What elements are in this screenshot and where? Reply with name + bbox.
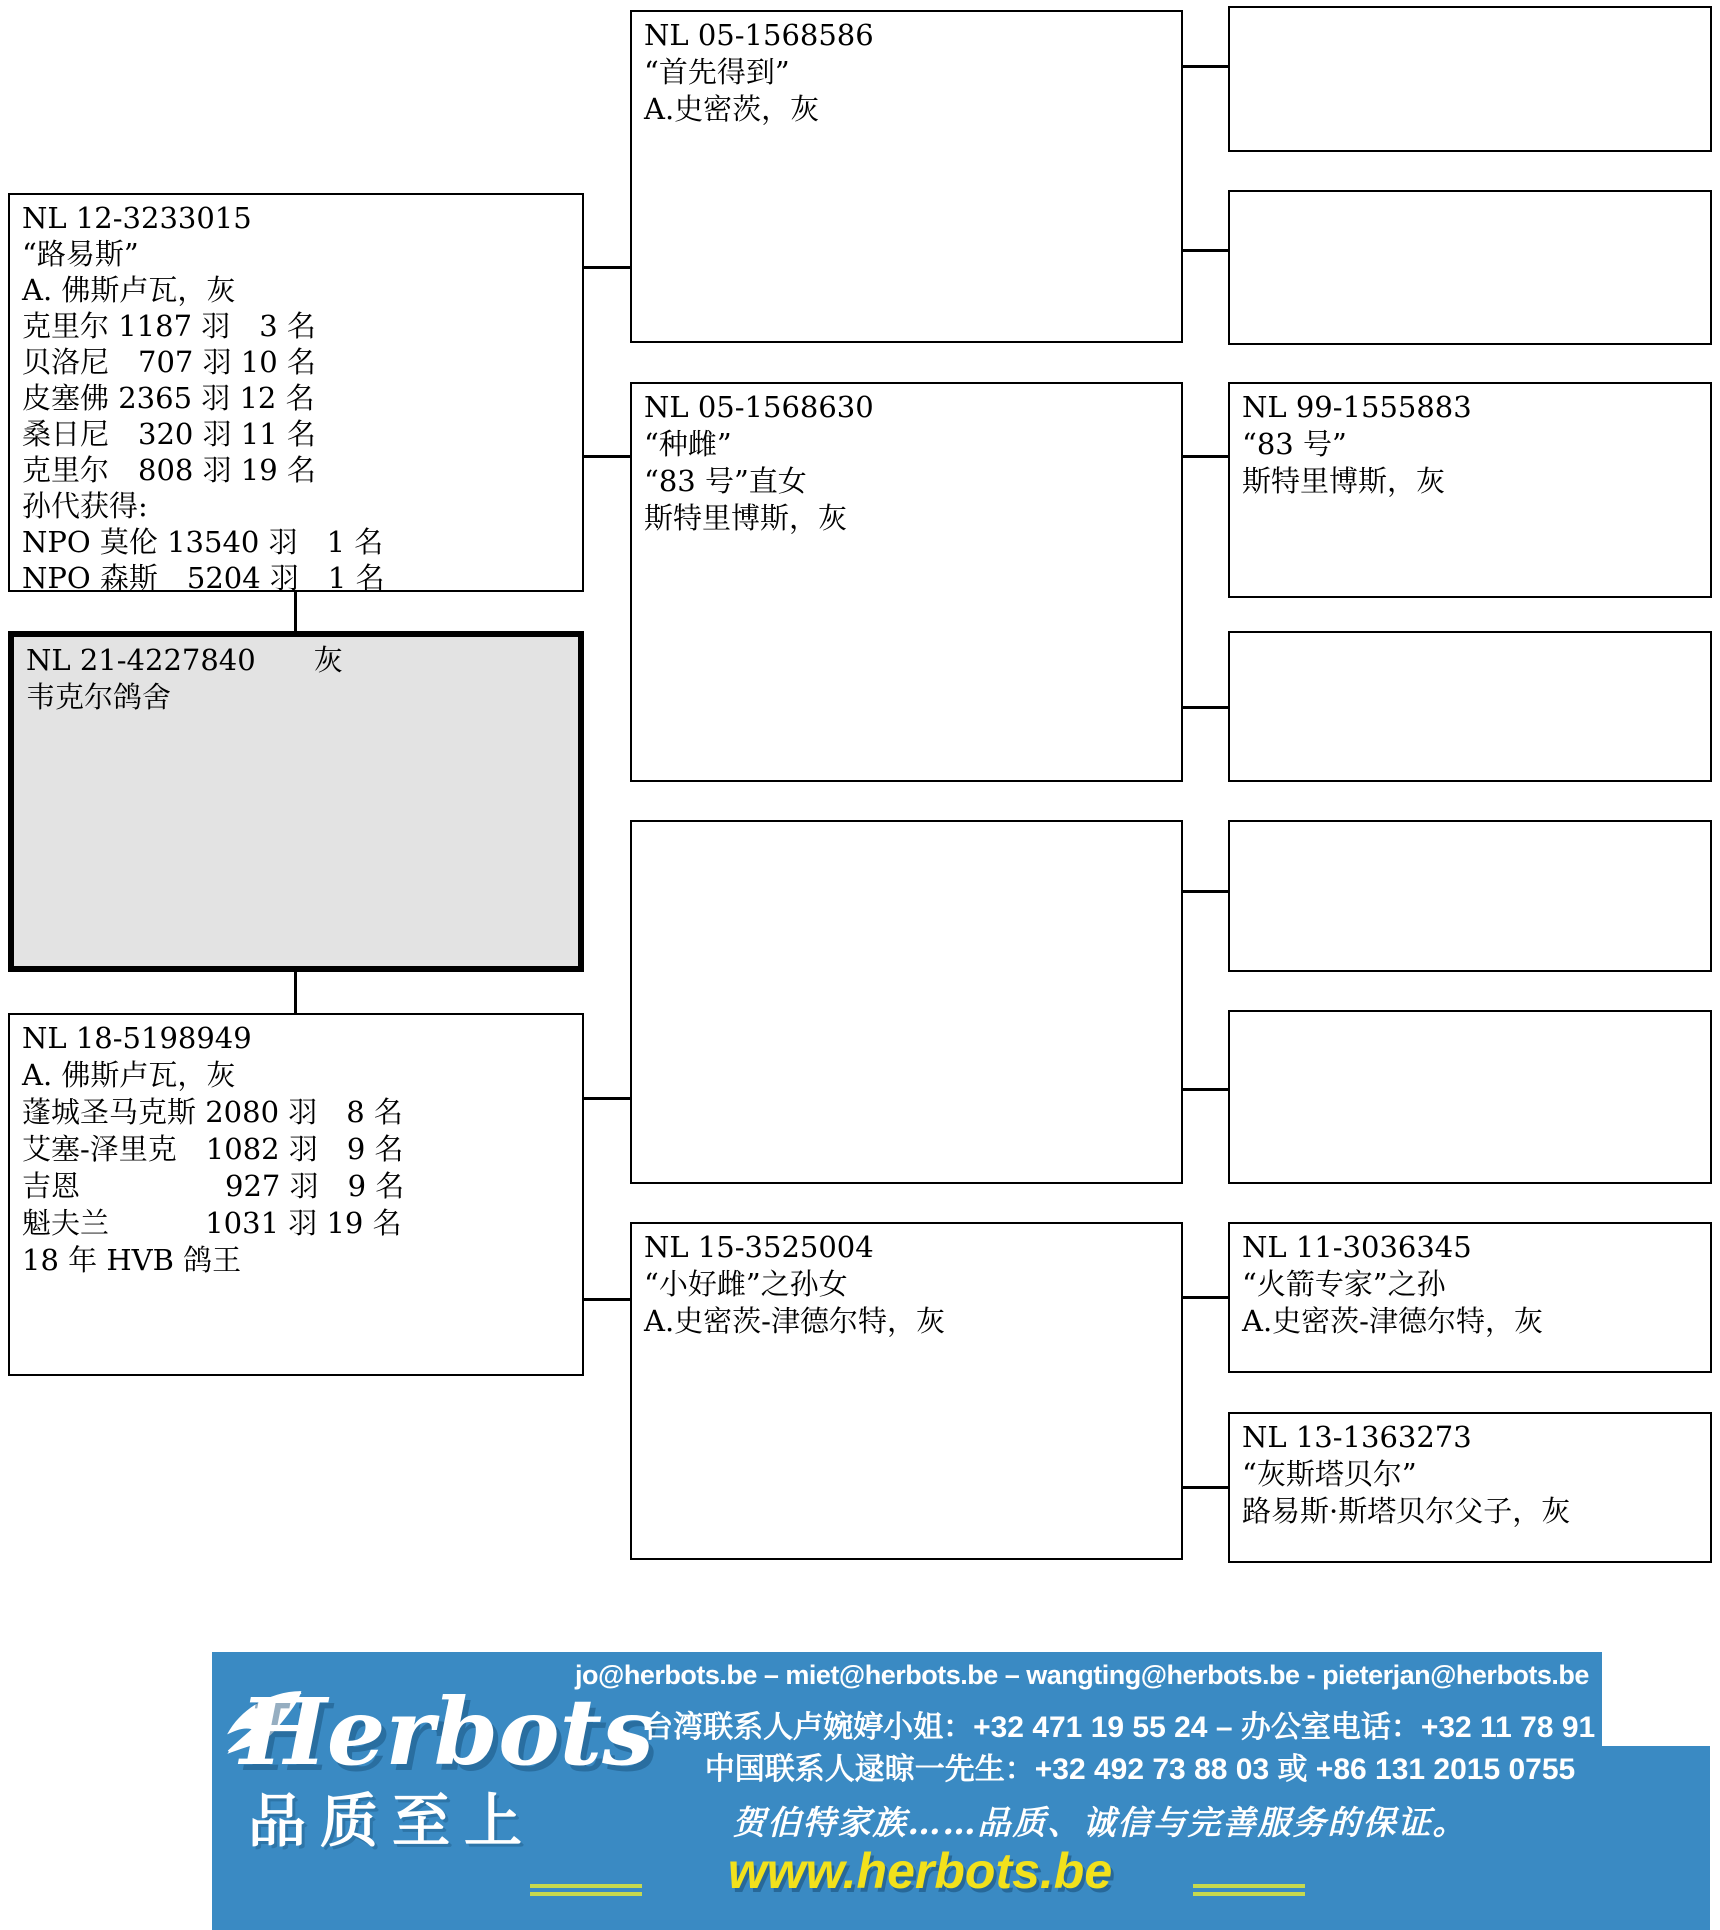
- text-line: 贝洛尼 707 羽 10 名: [22, 345, 316, 379]
- text-line: NL 15-3525004: [644, 1230, 874, 1264]
- connector-father-pgm: [584, 455, 630, 458]
- text-line: 皮塞佛 2365 羽 12 名: [22, 381, 315, 415]
- text-line: 克里尔 1187 羽 3 名: [22, 309, 316, 343]
- connector-pgm-ggp3: [1183, 455, 1228, 458]
- connector-mgf-ggp5: [1183, 890, 1228, 893]
- connector-pgm-ggp4: [1183, 706, 1228, 709]
- text-line: 蓬城圣马克斯 2080 羽 8 名: [22, 1095, 403, 1129]
- text-line: A. 佛斯卢瓦，灰: [22, 1058, 236, 1092]
- china-contact-line: 中国联系人逯晾一先生：+32 492 73 88 03 或 +86 131 2015 0755: [704, 1753, 1576, 1786]
- banner-slogan: 贺伯特家族……品质、诚信与完善服务的保证。: [732, 1803, 1468, 1842]
- connector-mgf-ggp6: [1183, 1088, 1228, 1091]
- pedigree-box-father: [8, 193, 584, 592]
- website-link[interactable]: www.herbots.be: [727, 1843, 1113, 1899]
- text-line: A. 佛斯卢瓦，灰: [22, 273, 236, 307]
- pedigree-box-great-grandparent-6: [1228, 1010, 1712, 1184]
- text-line: A.史密茨-津德尔特，灰: [644, 1304, 945, 1338]
- text-line: “首先得到”: [644, 55, 790, 89]
- text-line: “种雌”: [644, 427, 732, 461]
- text-line: NL 99-1555883: [1242, 390, 1472, 424]
- divider-lines-left: [530, 1884, 642, 1896]
- pedigree-box-great-grandparent-3: [1228, 382, 1712, 598]
- text-line: NL 18-5198949: [22, 1021, 252, 1055]
- text-line: 孙代获得:: [22, 489, 148, 523]
- connector-father-pgf: [584, 266, 630, 269]
- connector-pgf-ggp1: [1183, 65, 1228, 68]
- text-line: “83 号”直女: [644, 464, 807, 498]
- text-line: “小好雌”之孙女: [644, 1267, 848, 1301]
- text-line: “火箭专家”之孙: [1242, 1267, 1446, 1301]
- pedigree-box-maternal-grandfather: [630, 820, 1183, 1184]
- herbots-logo: Herbots: [240, 1678, 654, 1786]
- pedigree-box-great-grandparent-1: [1228, 6, 1712, 152]
- pedigree-box-paternal-grandfather: [630, 10, 1183, 343]
- text-line: 魁夫兰 1031 羽 19 名: [22, 1206, 402, 1240]
- logo-tagline: 品质至上: [248, 1787, 537, 1855]
- text-line: 桑日尼 320 羽 11 名: [22, 417, 316, 451]
- pedigree-box-subject: [8, 631, 584, 972]
- text-line: NL 11-3036345: [1242, 1230, 1472, 1264]
- connector-subject-mother: [294, 972, 297, 1013]
- connector-pgf-ggp2: [1183, 249, 1228, 252]
- text-line: 斯特里博斯，灰: [1242, 464, 1446, 498]
- pedigree-box-paternal-grandmother: [630, 382, 1183, 782]
- text-line: 韦克尔鸽舍: [26, 680, 172, 714]
- text-line: 18 年 HVB 鸽王: [22, 1243, 242, 1277]
- text-line: 艾塞-泽里克 1082 羽 9 名: [22, 1132, 404, 1166]
- text-line: NL 13-1363273: [1242, 1420, 1472, 1454]
- pedigree-box-great-grandparent-4: [1228, 631, 1712, 782]
- taiwan-contact-line: 台湾联系人卢婉婷小姐：+32 471 19 55 24 – 办公室电话：+32 11 78 91 90: [643, 1711, 1637, 1744]
- text-line: 吉恩 927 羽 9 名: [22, 1169, 405, 1203]
- connector-mother-mgf: [584, 1097, 630, 1100]
- pedigree-box-great-grandparent-5: [1228, 820, 1712, 972]
- text-line: 克里尔 808 羽 19 名: [22, 453, 316, 487]
- pedigree-box-great-grandparent-8: [1228, 1412, 1712, 1563]
- pedigree-box-great-grandparent-2: [1228, 190, 1712, 345]
- connector-father-subject: [294, 592, 297, 631]
- divider-lines-right: [1193, 1884, 1305, 1896]
- text-line: 路易斯·斯塔贝尔父子，灰: [1242, 1494, 1571, 1528]
- pedigree-box-great-grandparent-7: [1228, 1222, 1712, 1373]
- text-line: “灰斯塔贝尔”: [1242, 1457, 1417, 1491]
- text-line: “83 号”: [1242, 427, 1347, 461]
- pedigree-box-mother: [8, 1013, 584, 1376]
- text-line: NL 12-3233015: [22, 201, 252, 235]
- text-line: 斯特里博斯，灰: [644, 501, 848, 535]
- text-line: “路易斯”: [22, 237, 139, 271]
- pedigree-box-maternal-grandmother: [630, 1222, 1183, 1560]
- contact-emails[interactable]: jo@herbots.be – miet@herbots.be – wangting@herbots.be - pieterjan@herbots.be: [575, 1660, 1589, 1690]
- text-line: A.史密茨-津德尔特，灰: [1242, 1304, 1543, 1338]
- text-line: NL 05-1568586: [644, 18, 874, 52]
- connector-mgm-ggp8: [1183, 1486, 1228, 1489]
- connector-mgm-ggp7: [1183, 1296, 1228, 1299]
- text-line: NPO 森斯 5204 羽 1 名: [22, 561, 385, 592]
- text-line: NPO 莫伦 13540 羽 1 名: [22, 525, 384, 559]
- connector-mother-mgm: [584, 1298, 630, 1301]
- text-line: A.史密茨，灰: [644, 92, 820, 126]
- text-line: NL 05-1568630: [644, 390, 874, 424]
- text-line: NL 21-4227840 灰: [26, 643, 343, 677]
